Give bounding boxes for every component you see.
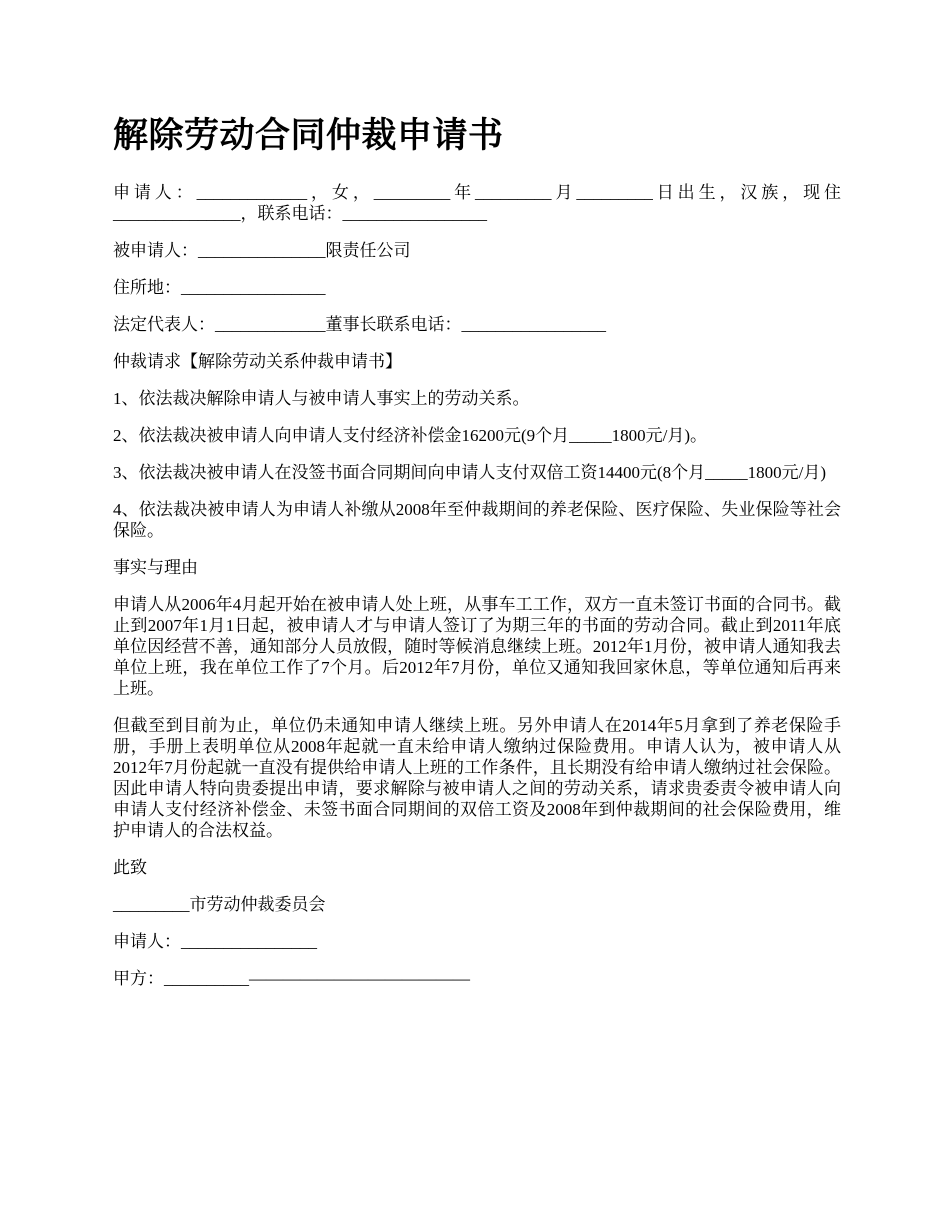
respondent-info: 被申请人：_______________限责任公司 xyxy=(113,241,411,260)
respondent-address: 住所地：_________________ xyxy=(113,278,326,297)
legal-representative: 法定代表人：_____________董事长联系电话：_________________ xyxy=(113,315,606,334)
applicant-info: 申请人：_____________，女，_________年_________月_________日出生，汉族，现住_______________，联系电话：_________________ xyxy=(113,183,841,223)
applicant-signature-line: 申请人：________________ xyxy=(113,932,317,951)
claim-item-1: 1、依法裁决解除申请人与被申请人事实上的劳动关系。 xyxy=(113,389,530,408)
document-title: 解除劳动合同仲裁申请书 xyxy=(113,116,504,155)
salutation: 此致 xyxy=(113,858,147,877)
facts-heading: 事实与理由 xyxy=(113,558,198,577)
claim-item-2: 2、依法裁决被申请人向申请人支付经济补偿金16200元(9个月_____1800元/月)。 xyxy=(113,426,708,445)
document-page xyxy=(113,112,841,1005)
party-a-signature-line: 甲方：__________————————————— xyxy=(113,969,470,988)
claim-item-3: 3、依法裁决被申请人在没签书面合同期间向申请人支付双倍工资14400元(8个月_____1800元/月) xyxy=(113,463,827,482)
facts-paragraph-2: 但截至到目前为止，单位仍未通知申请人继续上班。另外申请人在2014年5月拿到了养老保险手册，手册上表明单位从2008年起就一直未给申请人缴纳过保险费用。申请人认为，被申请人从2012年7月份起就一直没有提供给申请人上班的工作条件，且长期没有给申请人缴纳过社会保险。因此申请人特向贵委提出申请，要求解除与被申请人之间的劳动关系，请求贵委责令被申请人向申请人支付经济补偿金、未签书面合同期间的双倍工资及2008年到仲裁期间的社会保险费用，维护申请人的合法权益。 xyxy=(113,716,841,840)
facts-paragraph-1: 申请人从2006年4月起开始在被申请人处上班，从事车工工作，双方一直未签订书面的合同书。截止到2007年1月1日起，被申请人才与申请人签订了为期三年的书面的劳动合同。截止到2011年底单位因经营不善，通知部分人员放假，随时等候消息继续上班。2012年1月份，被申请人通知我去单位上班，我在单位工作了7个月。后2012年7月份，单位又通知我回家休息，等单位通知后再来上班。 xyxy=(113,595,841,698)
claims-heading: 仲裁请求【解除劳动关系仲裁申请书】 xyxy=(113,352,402,371)
claim-item-4: 4、依法裁决被申请人为申请人补缴从2008年至仲裁期间的养老保险、医疗保险、失业保险等社会保险。 xyxy=(113,500,841,540)
recipient-committee: _________市劳动仲裁委员会 xyxy=(113,895,326,914)
